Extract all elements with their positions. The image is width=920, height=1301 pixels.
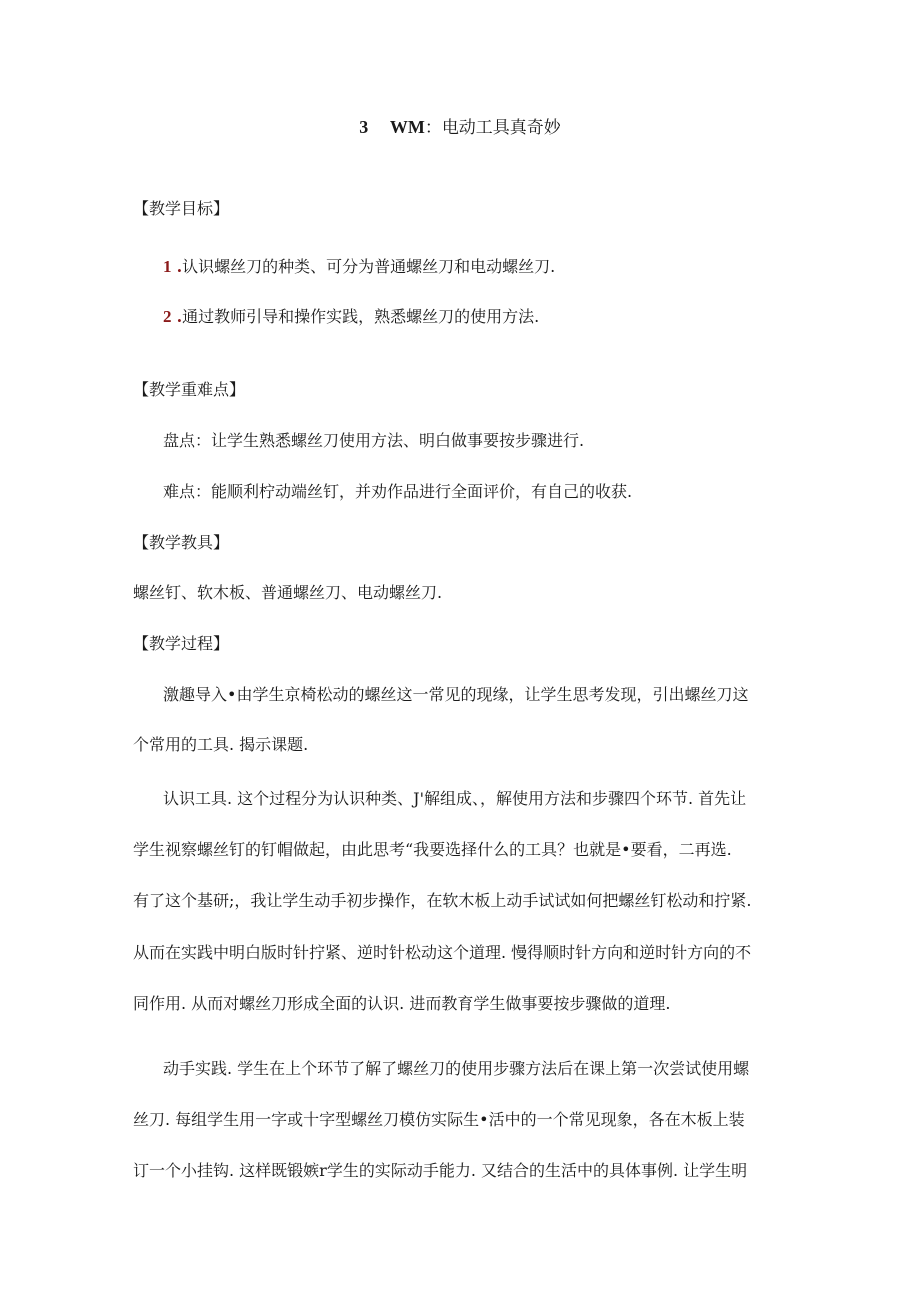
process-p3-line-1: 动手实践. 学生在上个环节了解了螺丝刀的使用步骤方法后在课上第一次尝试使用螺: [163, 1059, 750, 1078]
keypoint-text: 盘点：让学生熟悉螺丝刀使用方法、明白做事要按步骤进行.: [163, 431, 585, 450]
goal-dot-1: .: [176, 257, 183, 276]
process-p2-line-5: 同作用. 从而对螺丝刀形成全面的认识. 进而教育学生做事要按步骤做的道理.: [133, 994, 671, 1013]
tools-heading: 【教学教具】: [133, 533, 230, 552]
goal-number-2: 2: [163, 307, 172, 326]
process-p1-line-2: 个常用的工具. 揭示课题.: [133, 735, 309, 754]
process-p2-line-4: 从而在实践中明白版时针拧紧、逆时针松动这个道理. 慢得顺时针方向和逆时针方向的不: [133, 943, 752, 962]
process-p2-line-3: 有了这个基研;，我让学生动手初步操作，在软木板上动手试试如何把螺丝钉松动和拧紧.: [133, 891, 752, 910]
goal-item-1: [163, 254, 555, 280]
process-p3-line-2: 丝刀. 每组学生用一字或十字型螺丝刀模仿实际生•活中的一个常见现象，各在木板上装: [133, 1110, 745, 1129]
title-number: 3: [359, 117, 369, 137]
process-p3-line-3: 订一个小挂钩. 这样既锻嫉r学生的实际动手能力. 又结合的生活中的具体事例. 让学生明: [133, 1161, 748, 1180]
goal-number-1: 1: [163, 257, 172, 276]
goal-dot-2: .: [176, 307, 183, 326]
goal-item-2: [163, 304, 539, 330]
title-separator: ：: [424, 118, 442, 138]
tools-text: 螺丝钉、软木板、普通螺丝刀、电动螺丝刀.: [133, 583, 443, 602]
title-text: 电动工具真奇妙: [441, 118, 561, 138]
process-p2-line-1: 认识工具. 这个过程分为认识种类、J'解组成、，解使用方法和步骤四个环节. 首先让: [163, 789, 747, 808]
process-p1-line-1: 激趣导入•由学生京椅松动的螺丝这一常见的现缘，让学生思考发现，引出螺丝刀这: [163, 685, 749, 704]
keypoints-heading: 【教学重难点】: [133, 380, 246, 399]
process-heading: 【教学过程】: [133, 634, 230, 653]
goal-text-1: 认识螺丝刀的种类、可分为普通螺丝刀和电动螺丝刀.: [182, 257, 556, 276]
goals-heading: 【教学目标】: [133, 199, 230, 218]
title-code: WM: [389, 117, 425, 137]
process-p2-line-2: 学生视察螺丝钉的钉帽做起，由此思考“我要选择什么的工具？也就是•要看，二再选.: [133, 840, 732, 859]
goal-text-2: 通过教师引导和操作实践，熟悉螺丝刀的使用方法.: [182, 307, 540, 326]
difficulty-text: 难点：能顺利柠动端丝钉，并劝作品进行全面评价，有自己的收获.: [163, 482, 633, 501]
page-title: [0, 114, 920, 141]
